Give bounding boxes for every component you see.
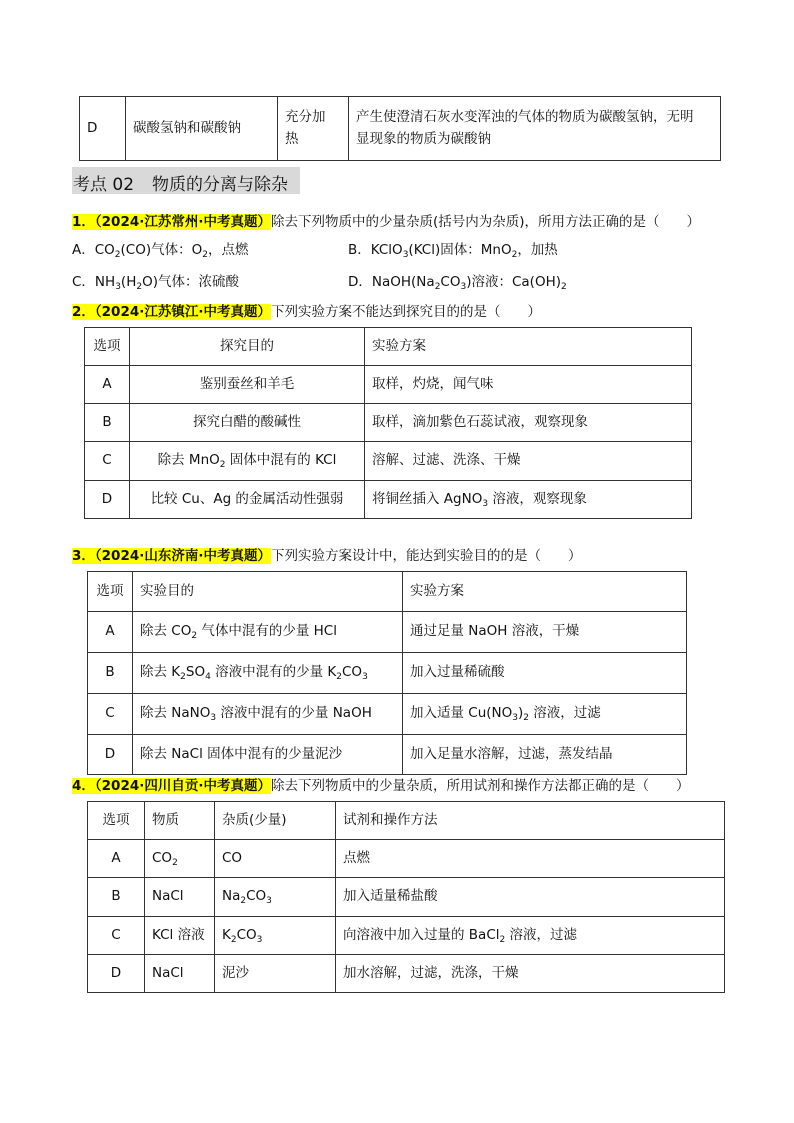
q1-option-a: A．$CO_2(CO)$气体：$O_2$，点燃 <box>72 242 249 260</box>
q4-cell: C <box>88 917 145 955</box>
q4-cell: CO <box>215 840 336 878</box>
question-2 <box>72 300 541 320</box>
table-row <box>85 404 692 442</box>
q1-option-c: C．$NH_3(H_2O)$气体：浓硫酸 <box>72 274 239 292</box>
top-row-substance: 碳酸氢钠和碳酸钠 <box>126 97 278 161</box>
q3-cell: 除去 NaCl 固体中混有的少量泥沙 <box>133 735 403 775</box>
table-row <box>88 840 725 878</box>
q3-cell: C <box>88 694 133 735</box>
q3-cell: B <box>88 653 133 694</box>
section-label: 考点 02 <box>73 175 135 195</box>
q1-source-tag: 1．（2024·江苏常州·中考真题） <box>72 214 271 230</box>
q1-option-d: D．$NaOH(Na_2CO_3)$溶液：$Ca(OH)_2$ <box>348 274 567 292</box>
q1-stem: 除去下列物质中的少量杂质(括号内为杂质)，所用方法正确的是（ ） <box>271 214 701 230</box>
table-row <box>88 955 725 993</box>
top-row-option: D <box>80 97 126 161</box>
table-row <box>88 878 725 917</box>
question-4 <box>72 774 690 794</box>
q4-header-option: 选项 <box>88 802 145 840</box>
section-heading <box>72 167 300 194</box>
q4-cell: D <box>88 955 145 993</box>
q4-cell: KCl 溶液 <box>145 917 215 955</box>
table-row <box>88 694 687 735</box>
q4-cell: 泥沙 <box>215 955 336 993</box>
q2-cell: D <box>85 481 130 519</box>
table-row <box>88 612 687 653</box>
table-row <box>88 653 687 694</box>
q3-cell: 除去 NaNO$_3$ 溶液中混有的少量 NaOH <box>133 694 403 735</box>
table-row <box>88 735 687 775</box>
q3-table <box>87 571 687 775</box>
q3-source-tag: 3．（2024·山东济南·中考真题） <box>72 548 271 564</box>
q2-cell: 鉴别蚕丝和羊毛 <box>130 366 365 404</box>
q4-cell: A <box>88 840 145 878</box>
q2-cell: A <box>85 366 130 404</box>
q4-cell: $K_2CO_3$ <box>215 917 336 955</box>
q2-cell: 将铜丝插入 AgNO$_3$ 溶液，观察现象 <box>365 481 692 519</box>
q4-header-substance: 物质 <box>145 802 215 840</box>
q4-cell: NaCl <box>145 878 215 917</box>
q4-cell: 加水溶解，过滤，洗涤，干燥 <box>336 955 725 993</box>
top-row-method-line2: 热 <box>285 130 299 147</box>
q2-cell: B <box>85 404 130 442</box>
q4-source-tag: 4．（2024·四川自贡·中考真题） <box>72 778 271 794</box>
table-row <box>85 481 692 519</box>
q4-cell: 加入适量稀盐酸 <box>336 878 725 917</box>
table-row <box>85 366 692 404</box>
q2-cell: 除去 MnO$_2$ 固体中混有的 KCl <box>130 442 365 481</box>
top-table <box>79 96 721 161</box>
top-row-result-line1: 产生使澄清石灰水变浑浊的气体的物质为碳酸氢钠，无明 <box>356 108 694 125</box>
q2-cell: 取样，滴加紫色石蕊试液，观察现象 <box>365 404 692 442</box>
q4-table <box>87 801 725 993</box>
question-1 <box>72 210 700 230</box>
q3-cell: 加入适量 $Cu(NO_3)_2$ 溶液，过滤 <box>403 694 687 735</box>
q3-cell: A <box>88 612 133 653</box>
q4-cell: $CO_2$ <box>145 840 215 878</box>
q3-cell: 除去 $CO_2$ 气体中混有的少量 HCl <box>133 612 403 653</box>
q1-option-b: B．KClO$_3$(KCl)固体：MnO$_2$，加热 <box>348 242 558 260</box>
q2-stem: 下列实验方案不能达到探究目的的是（ ） <box>271 304 541 320</box>
q3-cell: 加入足量水溶解，过滤，蒸发结晶 <box>403 735 687 775</box>
top-row-method <box>278 97 349 161</box>
table-row <box>85 442 692 481</box>
q2-table <box>84 327 692 519</box>
q4-header-impurity: 杂质(少量) <box>215 802 336 840</box>
q3-header-goal: 实验目的 <box>133 572 403 612</box>
q3-cell: 除去 $K_2SO_4$ 溶液中混有的少量 $K_2CO_3$ <box>133 653 403 694</box>
q4-cell: $Na_2CO_3$ <box>215 878 336 917</box>
q3-header-option: 选项 <box>88 572 133 612</box>
q4-cell: 向溶液中加入过量的 BaCl$_2$ 溶液，过滤 <box>336 917 725 955</box>
q3-cell: D <box>88 735 133 775</box>
q2-header-plan: 实验方案 <box>365 328 692 366</box>
q3-cell: 加入过量稀硫酸 <box>403 653 687 694</box>
q4-stem: 除去下列物质中的少量杂质，所用试剂和操作方法都正确的是（ ） <box>271 778 690 794</box>
q2-cell: 比较 Cu、Ag 的金属活动性强弱 <box>130 481 365 519</box>
question-3 <box>72 544 582 564</box>
top-row-result <box>349 97 721 161</box>
q2-source-tag: 2．（2024·江苏镇江·中考真题） <box>72 304 271 320</box>
q3-stem: 下列实验方案设计中，能达到实验目的的是（ ） <box>271 548 582 564</box>
q2-header-goal: 探究目的 <box>130 328 365 366</box>
q4-cell: 点燃 <box>336 840 725 878</box>
q4-header-method: 试剂和操作方法 <box>336 802 725 840</box>
q2-cell: 探究白醋的酸碱性 <box>130 404 365 442</box>
q4-cell: B <box>88 878 145 917</box>
table-row <box>88 917 725 955</box>
top-row-method-line1: 充分加 <box>285 108 326 125</box>
q2-cell: 溶解、过滤、洗涤、干燥 <box>365 442 692 481</box>
q2-cell: C <box>85 442 130 481</box>
top-row-result-line2: 显现象的物质为碳酸钠 <box>356 130 491 147</box>
q2-cell: 取样，灼烧，闻气味 <box>365 366 692 404</box>
q3-cell: 通过足量 NaOH 溶液，干燥 <box>403 612 687 653</box>
q2-header-option: 选项 <box>85 328 130 366</box>
q4-cell: NaCl <box>145 955 215 993</box>
q3-header-plan: 实验方案 <box>403 572 687 612</box>
section-title: 物质的分离与除杂 <box>152 175 288 195</box>
